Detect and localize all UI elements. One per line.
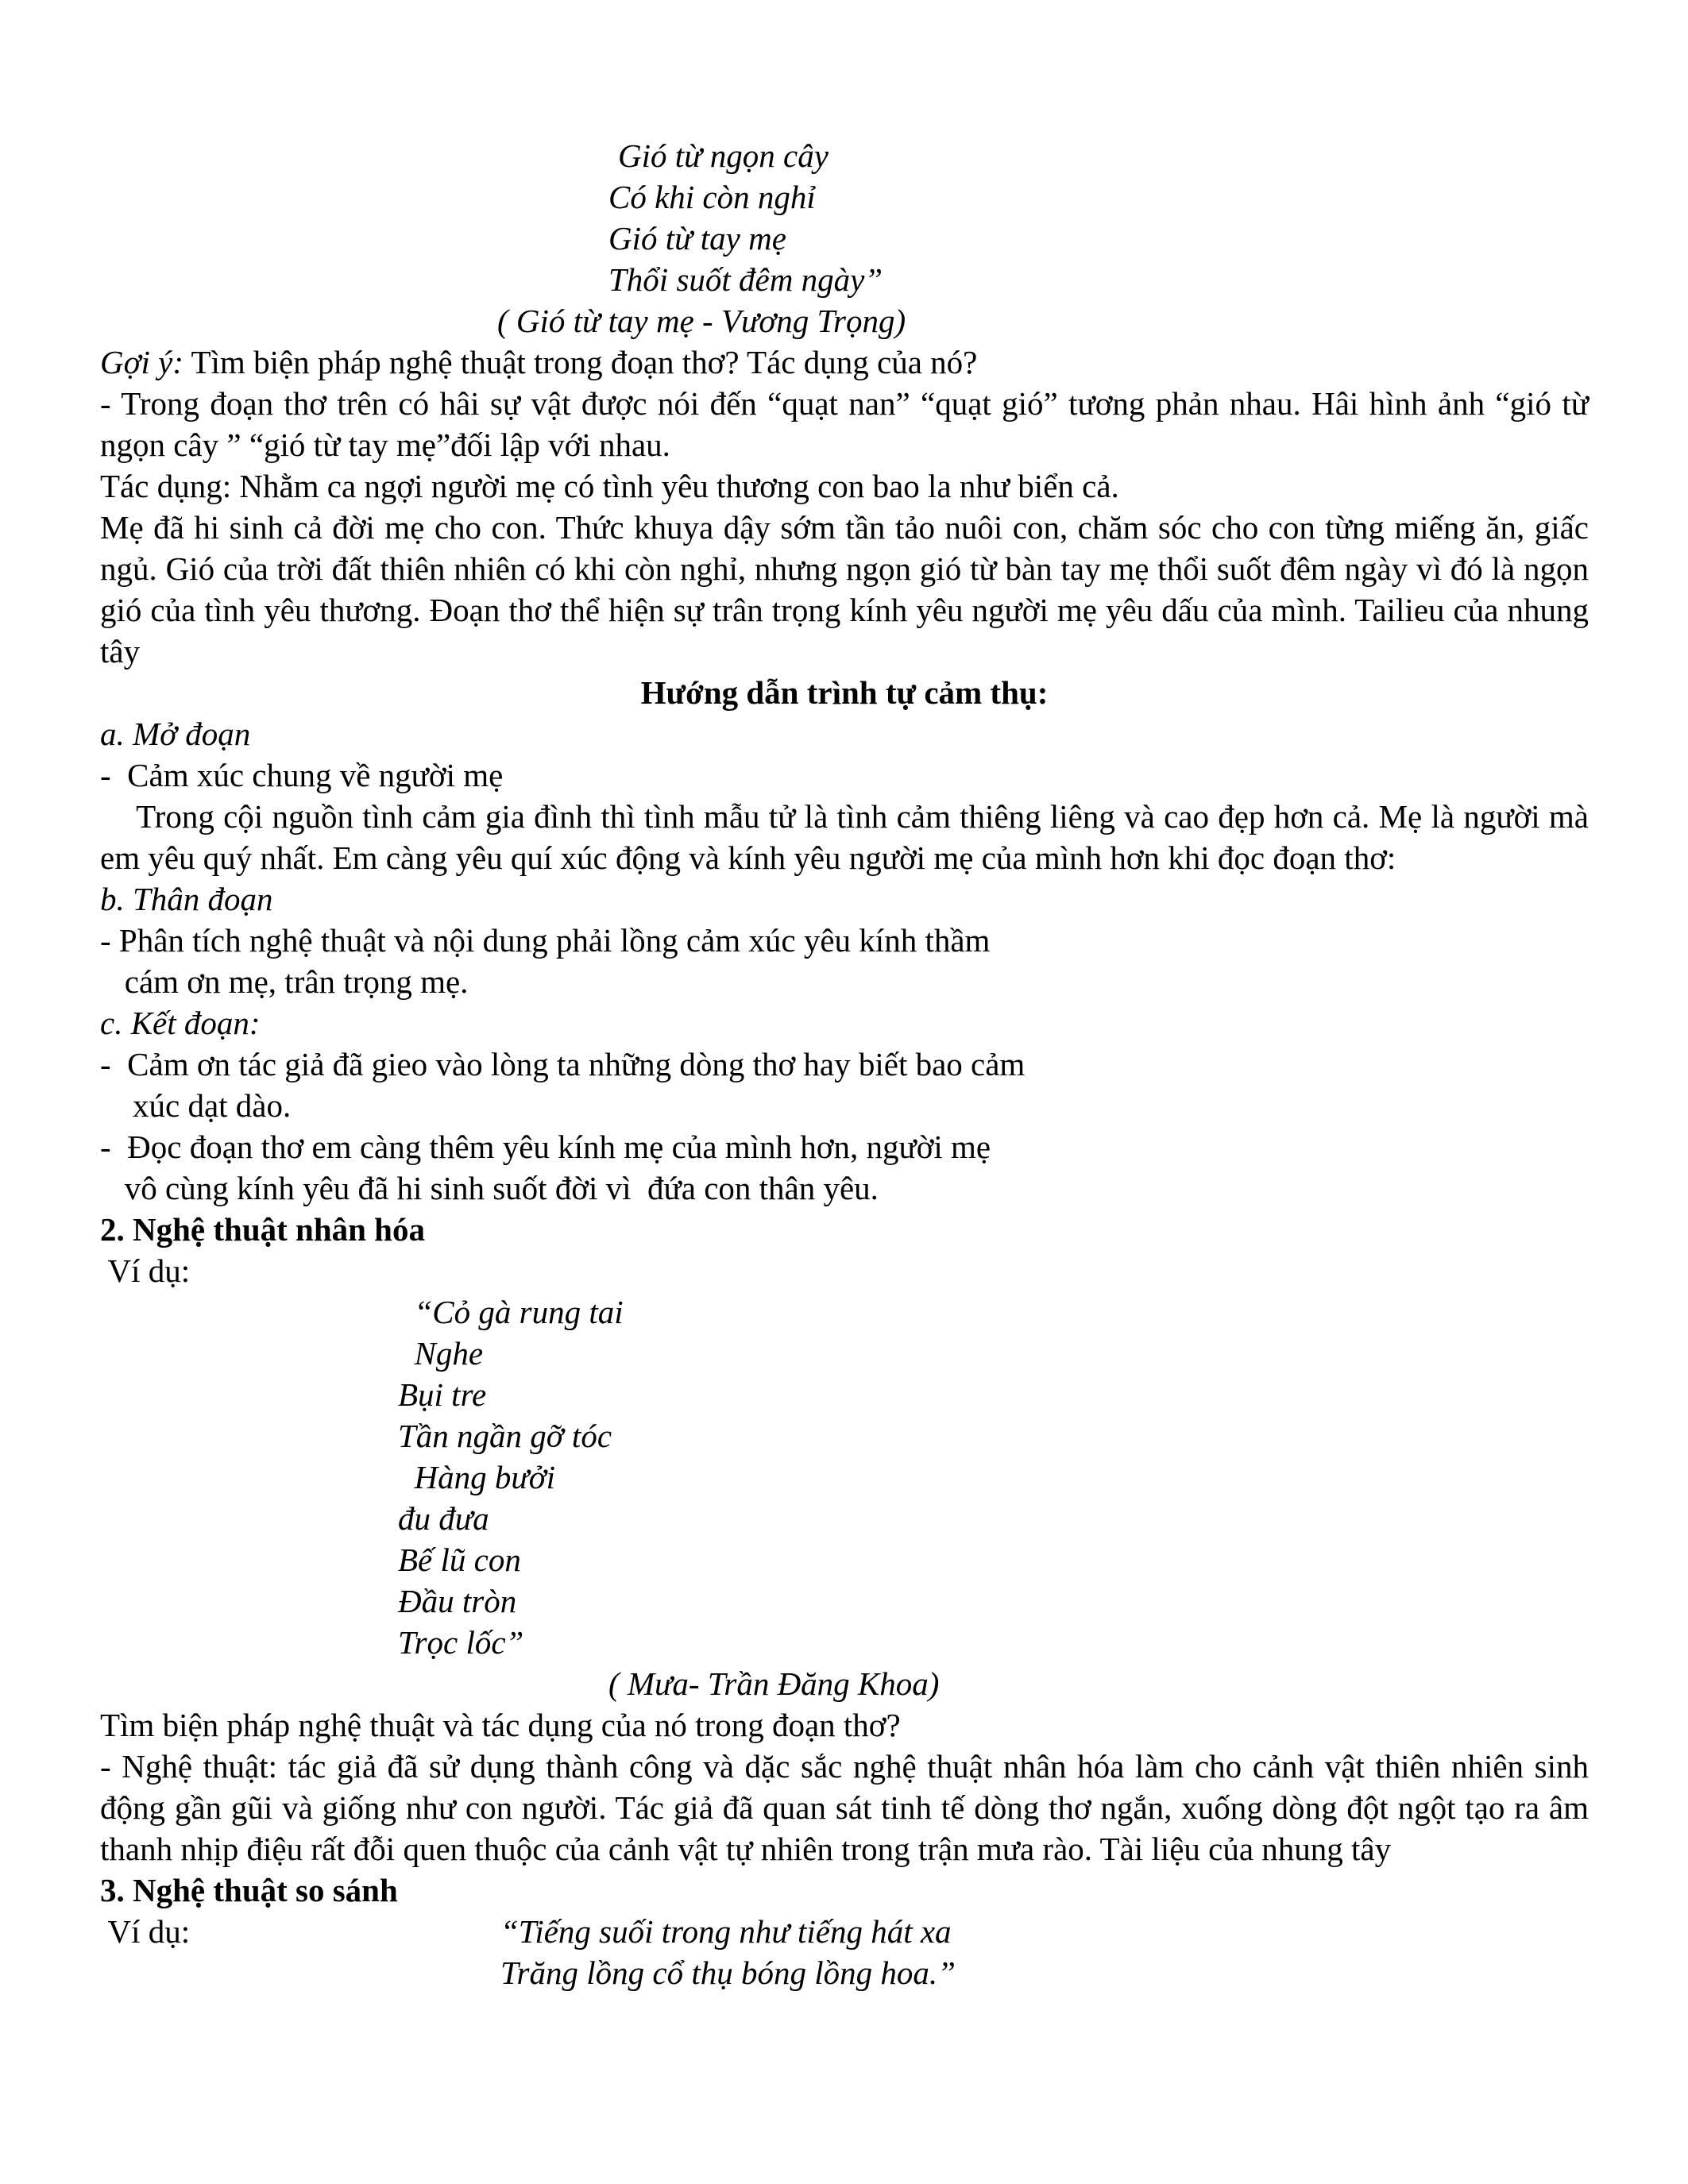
poem-line: Gió từ ngọn cây [618, 137, 829, 174]
poem-line: “Cỏ gà rung tai [398, 1294, 624, 1330]
answer-paragraph: - Nghệ thuật: tác giả đã sử dụng thành công và dặc sắc nghệ thuật nhân hóa làm cho cảnh vật thiên nhiên sinh động gần gũi và giống như con người. Tác giả đã quan sát tinh tế dòng thơ ngắn, xuống dòng đột ngột tạo ra âm thanh nhịp điệu rất đỗi quen thuộc của cảnh vật tự nhiên trong trận mưa rào. Tài liệu của nhung tây [100, 1748, 1589, 1867]
section-b-line: cám ơn mẹ, trân trọng mẹ. [100, 963, 469, 1000]
poem-line: Thổi suốt đêm ngày” [608, 261, 883, 298]
poem-source: ( Gió từ tay mẹ - Vương Trọng) [497, 303, 906, 339]
section-a-paragraph: Trong cội nguồn tình cảm gia đình thì tình mẫu tử là tình cảm thiêng liêng và cao đẹp hơn cả. Mẹ là người mà em yêu quý nhất. Em càng yêu quí xúc động và kính yêu người mẹ của mình hơn khi đọc đoạn thơ: [100, 798, 1597, 876]
section-c-title: c. Kết đoạn: [100, 1005, 261, 1041]
poem-so-sanh [100, 1911, 1589, 1993]
section-3-heading: 3. Nghệ thuật so sánh [100, 1872, 398, 1908]
example-block [100, 1911, 1589, 1993]
poem-line: “Tiếng suối trong như tiếng hát xa [500, 1913, 952, 1950]
poem-line: Đầu tròn [398, 1583, 517, 1619]
hint-line [100, 341, 1589, 383]
section-c-line: xúc dạt dào. [100, 1087, 292, 1124]
section-c-line: - Cảm ơn tác giả đã gieo vào lòng ta những dòng thơ hay biết bao cảm [100, 1046, 1026, 1082]
poem-line: Có khi còn nghỉ [608, 179, 816, 215]
paragraph: Tác dụng: Nhằm ca ngợi người mẹ có tình yêu thương con bao la như biển cả. [100, 468, 1119, 504]
poem-line: Trăng lồng cổ thụ bóng lồng hoa.” [500, 1954, 956, 1991]
poem-source: ( Mưa- Trần Đăng Khoa) [608, 1665, 940, 1702]
question: Tìm biện pháp nghệ thuật và tác dụng của nó trong đoạn thơ? [100, 1707, 901, 1743]
poem-line: Trọc lốc” [398, 1624, 524, 1661]
poem-top [100, 135, 1589, 300]
section-c-line: - Đọc đoạn thơ em càng thêm yêu kính mẹ của mình hơn, người mẹ [100, 1129, 991, 1165]
hint-text: Tìm biện pháp nghệ thuật trong đoạn thơ? Tác dụng của nó? [183, 344, 978, 380]
poem-line: Nghe [398, 1335, 484, 1372]
section-a-title: a. Mở đoạn [100, 716, 251, 752]
poem-line: Gió từ tay mẹ [608, 220, 786, 257]
guide-title: Hướng dẫn trình tự cảm thụ: [640, 674, 1049, 711]
poem-line: Hàng bưởi [398, 1459, 555, 1495]
poem-line: Bụi tre [398, 1376, 487, 1413]
poem-line: đu đưa [398, 1500, 489, 1537]
section-2-heading: 2. Nghệ thuật nhân hóa [100, 1211, 425, 1248]
section-b-title: b. Thân đoạn [100, 881, 273, 917]
poem-line: Bế lũ con [398, 1542, 521, 1578]
paragraph: Mẹ đã hi sinh cả đời mẹ cho con. Thức khuya dậy sớm tần tảo nuôi con, chăm sóc cho con từng miếng ăn, giấc ngủ. Gió của trời đất thiên nhiên có khi còn nghỉ, nhưng ngọn gió từ bàn tay mẹ thổi suốt đêm ngày vì đó là ngọn gió của tình yêu thương. Đoạn thơ thể hiện sự trân trọng kính yêu người mẹ yêu dấu của mình. Tailieu của nhung tây [100, 509, 1589, 669]
hint-label: Gợi ý: [100, 344, 183, 380]
example-label: Ví dụ: [100, 1913, 191, 1950]
section-a-item: - Cảm xúc chung về người mẹ [100, 757, 504, 793]
section-c-line: vô cùng kính yêu đã hi sinh suốt đời vì đứa con thân yêu. [100, 1170, 879, 1206]
document-page [100, 135, 1597, 1993]
poem-mua [100, 1291, 1589, 1663]
example-label: Ví dụ: [100, 1252, 191, 1289]
paragraph: - Trong đoạn thơ trên có hâi sự vật được nói đến “quạt nan” “quạt gió” tương phản nhau. Hâi hình ảnh “gió từ ngọn cây ” “gió từ tay mẹ”đối lập với nhau. [100, 385, 1589, 463]
poem-line: Tần ngần gỡ tóc [398, 1418, 612, 1454]
section-b-line: - Phân tích nghệ thuật và nội dung phải lồng cảm xúc yêu kính thầm [100, 922, 991, 959]
